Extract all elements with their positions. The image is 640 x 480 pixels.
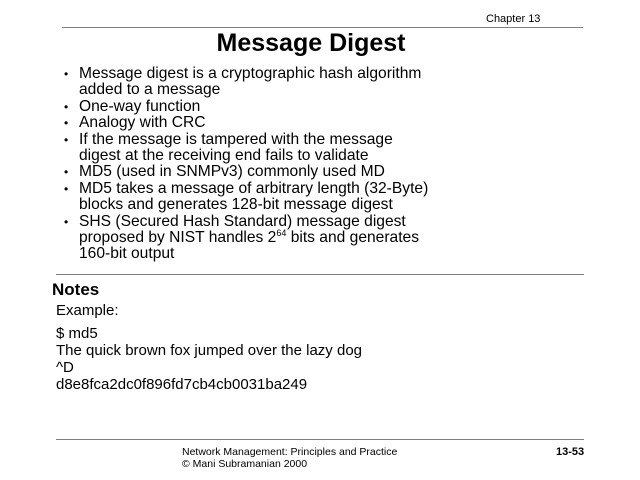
code-line: The quick brown fox jumped over the lazy dog	[56, 342, 362, 359]
header-divider	[62, 27, 583, 28]
bullet-item	[64, 99, 624, 115]
bullet-line: 160-bit output	[79, 245, 175, 263]
code-block	[56, 325, 362, 393]
bullet-line: SHS (Secured Hash Standard) message digest	[79, 212, 406, 230]
bullet-icon: •	[64, 214, 69, 229]
bullet-line: MD5 (used in SNMPv3) commonly used MD	[79, 163, 385, 181]
bullet-icon: •	[64, 181, 69, 196]
bullet-item	[64, 214, 624, 263]
bullet-icon: •	[64, 99, 69, 114]
bullet-text: proposed by NIST handles 2	[79, 229, 277, 247]
bullet-item	[64, 132, 624, 165]
bullet-line: If the message is tampered with the message	[79, 130, 393, 148]
bullet-line: MD5 takes a message of arbitrary length (32-Byte)	[79, 179, 429, 197]
bullet-line: added to a message	[79, 81, 221, 99]
bullet-item	[64, 181, 624, 214]
bullet-icon: •	[64, 116, 69, 131]
book-title: Network Management: Principles and Practice	[182, 446, 398, 458]
bullet-line: digest at the receiving end fails to validate	[79, 147, 369, 165]
code-line: $ md5	[56, 325, 98, 342]
bullet-line: One-way function	[79, 97, 201, 115]
footer-credits	[182, 446, 397, 470]
example-label: Example:	[56, 302, 119, 319]
bullet-line: blocks and generates 128-bit message digest	[79, 196, 393, 214]
notes-divider	[56, 274, 584, 275]
bullet-line: Analogy with CRC	[79, 114, 206, 132]
code-line: d8e8fca2dc0f896fd7cb4cb0031ba249	[56, 376, 308, 393]
bullet-item	[64, 164, 624, 180]
bullet-item	[64, 66, 624, 99]
notes-heading: Notes	[52, 280, 100, 299]
bullet-icon: •	[64, 165, 69, 180]
bullet-icon: •	[64, 67, 69, 81]
bullet-line	[79, 230, 624, 246]
bullet-text: bits and generates	[286, 229, 420, 247]
page-number: 13-53	[556, 446, 585, 458]
bullet-item	[64, 115, 624, 131]
chapter-label: Chapter 13	[486, 13, 541, 25]
exponent: 64	[276, 228, 287, 239]
code-line: ^D	[56, 359, 74, 376]
copyright: © Mani Subramanian 2000	[182, 458, 308, 470]
bullet-icon: •	[64, 132, 69, 147]
slide-title: Message Digest	[216, 29, 406, 57]
bullet-line: Message digest is a cryptographic hash algorithm	[79, 65, 422, 82]
footer-divider	[56, 439, 584, 440]
bullet-list	[64, 66, 624, 263]
